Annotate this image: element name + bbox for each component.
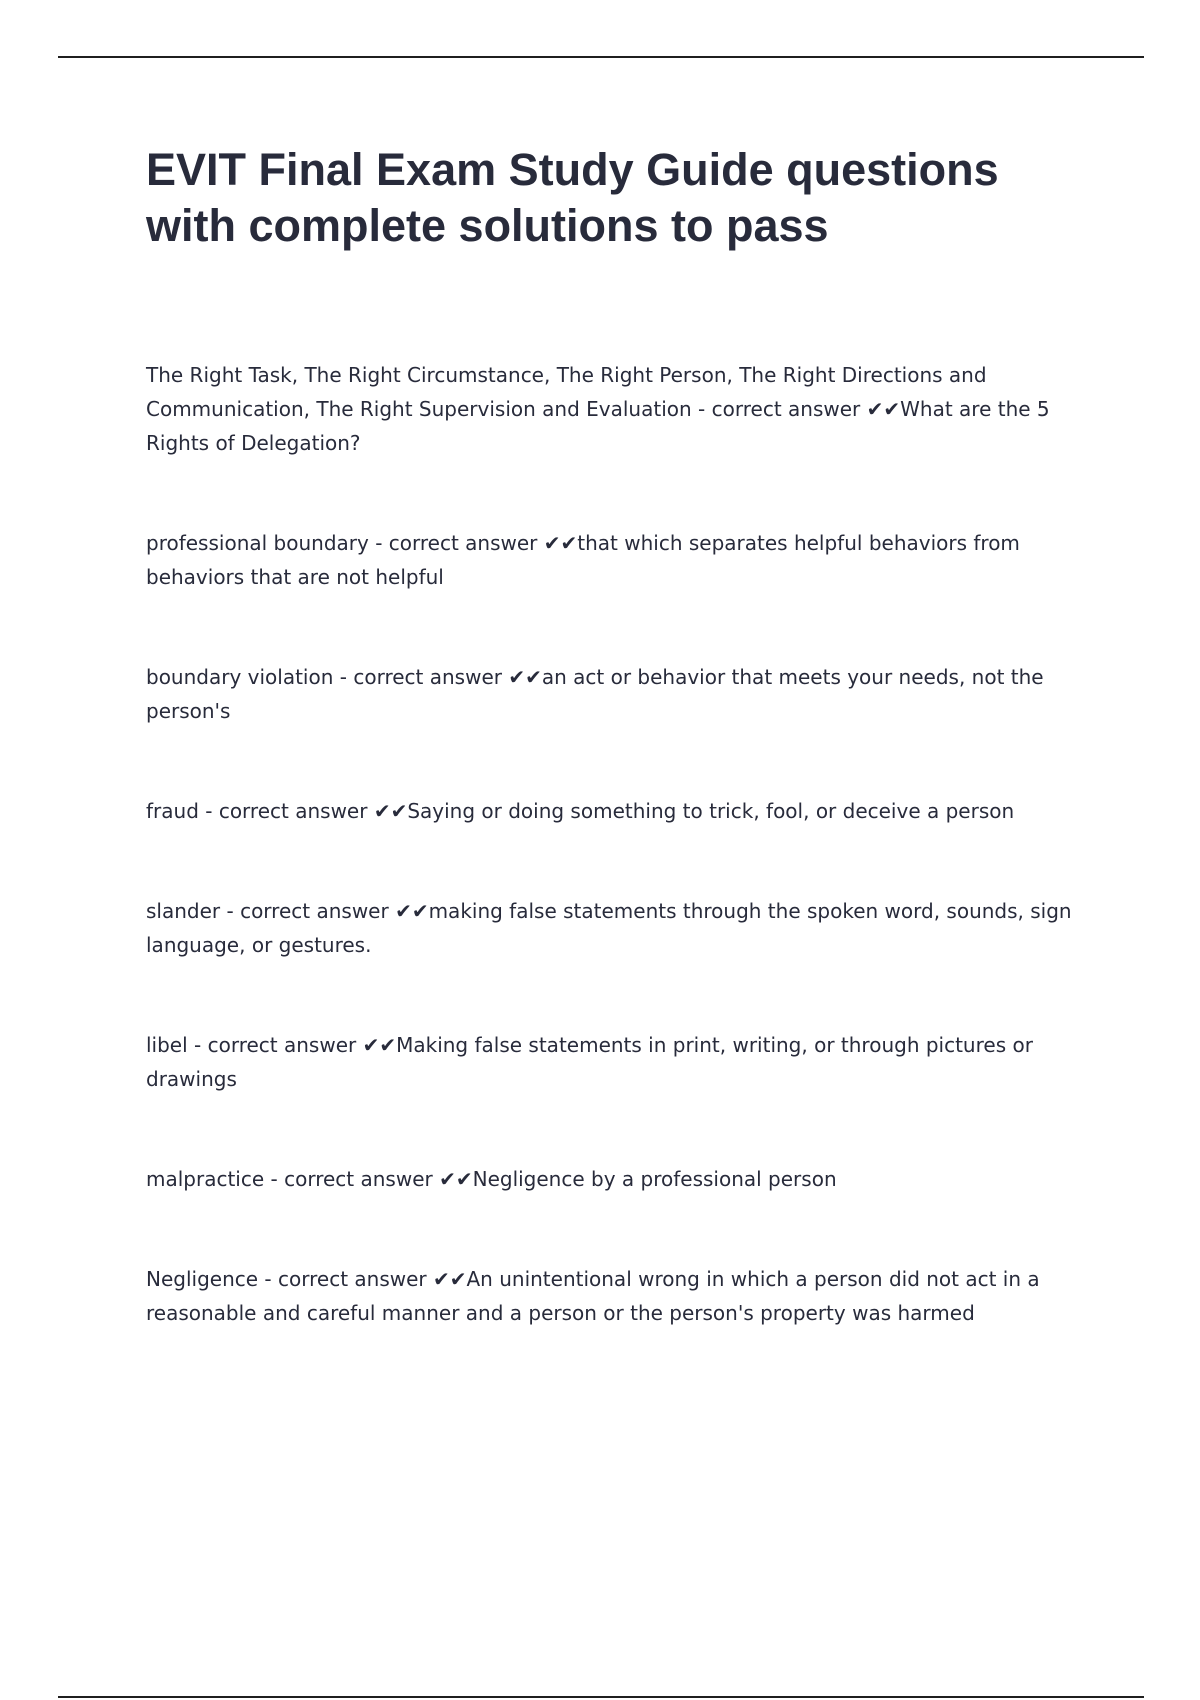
- entry-term: libel: [146, 1033, 188, 1057]
- double-check-icon: ✔✔: [432, 1267, 467, 1291]
- entry-term: Negligence: [146, 1267, 259, 1291]
- document-body: [146, 142, 1086, 1396]
- qa-entry: [146, 1162, 1076, 1196]
- entry-separator: -: [198, 799, 219, 823]
- double-check-icon: ✔✔: [373, 799, 408, 823]
- entry-definition: Negligence by a professional person: [472, 1167, 837, 1191]
- double-check-icon: ✔✔: [362, 1033, 397, 1057]
- qa-entry: [146, 358, 1076, 460]
- entry-label: correct answer: [278, 1267, 427, 1291]
- entry-definition: making false statements through the spoken word, sounds, sign language, or gestures.: [146, 899, 1072, 957]
- entry-label: correct answer: [284, 1167, 433, 1191]
- qa-list: [146, 358, 1086, 1330]
- entry-term: boundary violation: [146, 665, 334, 689]
- entry-label: correct answer: [711, 397, 861, 421]
- entry-label: correct answer: [240, 899, 389, 923]
- document-title: EVIT Final Exam Study Guide questions with complete solutions to pass: [146, 144, 999, 251]
- entry-label: correct answer: [388, 531, 538, 555]
- entry-definition: Making false statements in print, writing, or through pictures or drawings: [146, 1033, 1033, 1091]
- entry-term: slander: [146, 899, 221, 923]
- qa-entry: [146, 1262, 1076, 1330]
- double-check-icon: ✔✔: [543, 531, 578, 555]
- entry-separator: -: [187, 1033, 208, 1057]
- double-check-icon: ✔✔: [439, 1167, 473, 1191]
- qa-entry: [146, 1028, 1076, 1096]
- entry-definition: Saying or doing something to trick, fool, or deceive a person: [407, 799, 1015, 823]
- qa-entry: [146, 794, 1076, 828]
- top-rule: [58, 56, 1144, 58]
- double-check-icon: ✔✔: [508, 665, 542, 689]
- qa-entry: [146, 660, 1076, 728]
- entry-term: professional boundary: [146, 531, 369, 555]
- qa-entry: [146, 526, 1076, 594]
- entry-label: correct answer: [353, 665, 502, 689]
- entry-separator: -: [333, 665, 354, 689]
- entry-definition: An unintentional wrong in which a person did not act in a reasonable and careful manner and a person or the person's property was harmed: [146, 1267, 1040, 1325]
- entry-separator: -: [220, 899, 241, 923]
- entry-definition: that which separates helpful behaviors from behaviors that are not helpful: [146, 531, 1020, 589]
- entry-term: fraud: [146, 799, 199, 823]
- entry-label: correct answer: [218, 799, 368, 823]
- bottom-rule: [58, 1696, 1144, 1698]
- double-check-icon: ✔✔: [866, 397, 901, 421]
- double-check-icon: ✔✔: [395, 899, 429, 923]
- entry-separator: -: [264, 1167, 285, 1191]
- entry-separator: -: [368, 531, 389, 555]
- entry-definition: What are the 5 Rights of Delegation?: [146, 397, 1050, 455]
- entry-separator: -: [258, 1267, 278, 1291]
- qa-entry: [146, 894, 1076, 962]
- entry-separator: -: [691, 397, 712, 421]
- entry-definition: an act or behavior that meets your needs, not the person's: [146, 665, 1044, 723]
- entry-term: malpractice: [146, 1167, 265, 1191]
- entry-term: The Right Task, The Right Circumstance, The Right Person, The Right Directions and Communication, The Right Supervision and Evaluation: [146, 363, 987, 421]
- entry-label: correct answer: [207, 1033, 357, 1057]
